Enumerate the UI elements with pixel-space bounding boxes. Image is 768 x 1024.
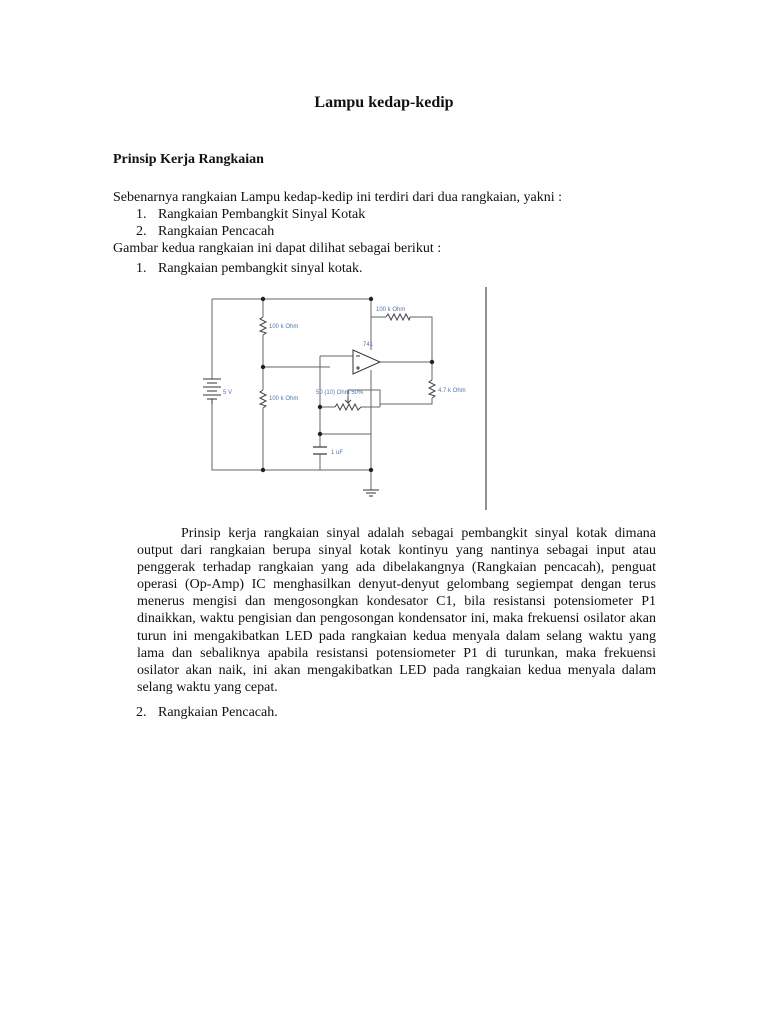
capacitor-icon [313,447,327,454]
document-title: Lampu kedap-kedip [314,94,454,111]
section-heading: Prinsip Kerja Rangkaian [113,152,264,167]
paragraph-text: Prinsip kerja rangkaian sinyal adalah sebagai pembangkit sinyal kotak dimana output dari rangkaian berupa sinyal kotak kontinyu yang nantinya sebagai input atau penggerak terhadap rangkaian yang ada dibelakangnya (Rangkaian pencacah), penguat operasi (Op-Amp) IC menghasilkan denyut-denyut gelombang segiempat dengan terus menerus mengisi dan mengosongkan kondesator C1, bila resistansi potensiometer P1 dinaikkan, waktu pengisian dan pengosongan kondensator ini, maka frekuensi osilator akan turun ini mengakibatkan LED pada rangkaian kedua menyala dalam selang waktu yang lama dan sebaliknya apabila resistansi potensiometer P1 di turunkan, maka frekuensi osilator akan naik, ini akan mengakibatkan LED pada rangkaian kedua menyala dalam selang waktu yang cepat. [137,526,656,695]
potentiometer-label: 50 (10) Ohm 50% [316,390,364,396]
body-paragraph [137,525,656,696]
list-number: 2. [136,224,147,239]
list-item [136,261,363,277]
intro-text-2: Gambar kedua rangkaian ini dapat dilihat sebagai berikut : [113,241,442,256]
circuit-wires [212,287,486,510]
resistor-output-label: 4.7 k Ohm [438,388,466,394]
ground-icon [363,490,379,496]
capacitor-label: 1 uF [331,450,344,456]
battery-label: 5 V [223,390,233,396]
resistor-top-label: 100 k Ohm [269,324,299,330]
list-item-text: Rangkaian pembangkit sinyal kotak. [158,261,363,276]
list-item-text: Rangkaian Pencacah. [158,705,278,720]
resistor-bottom-label: 100 k Ohm [269,396,299,402]
opamp-label: 741 [363,342,374,348]
list-number: 2. [136,705,147,720]
resistor-feedback-label: 100 k Ohm [376,307,406,313]
intro-text: Sebenarnya rangkaian Lampu kedap-kedip ini terdiri dari dua rangkaian, yakni : [113,190,562,205]
list-item-text: Rangkaian Pembangkit Sinyal Kotak [158,207,366,222]
list-item [136,224,274,240]
list-item [136,207,365,223]
list-number: 1. [136,261,147,276]
opamp-icon [353,350,380,374]
battery-icon [203,379,221,404]
list-item [136,705,278,721]
list-item-text: Rangkaian Pencacah [158,224,275,239]
square-wave-generator-circuit [190,282,500,512]
list-number: 1. [136,207,147,222]
